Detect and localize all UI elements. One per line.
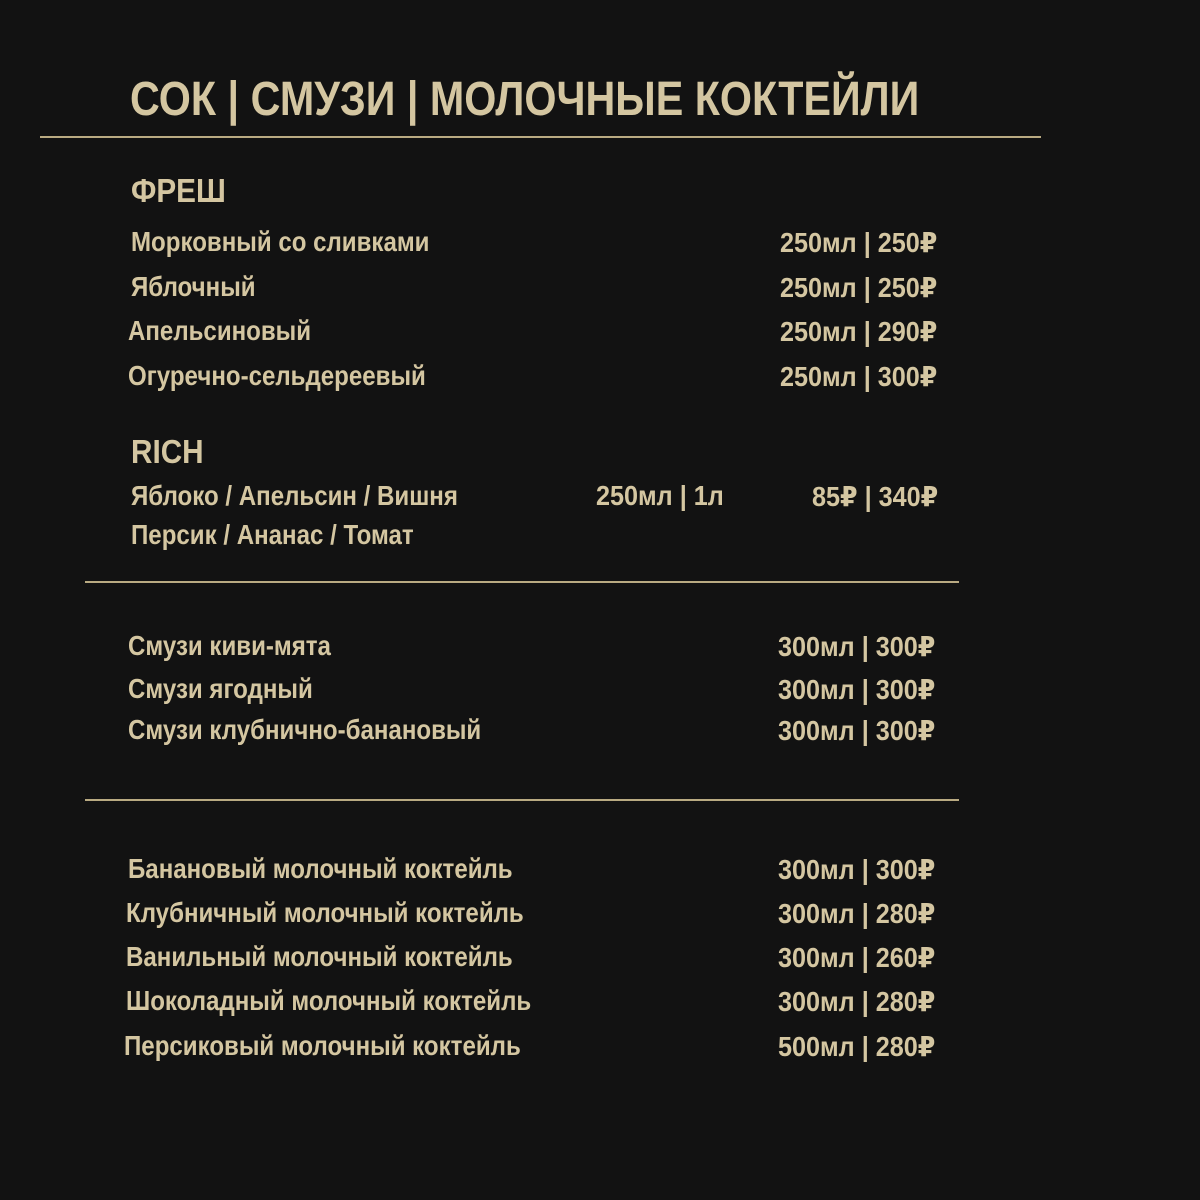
menu-item-price: 500мл | 280₽	[778, 1031, 936, 1062]
menu-item-name: Смузи киви-мята	[128, 630, 331, 661]
menu-item-name: Яблочный	[131, 271, 256, 302]
title-divider	[40, 136, 1041, 138]
menu-item-name: Морковный со сливками	[131, 226, 430, 257]
menu-item-price: 250мл | 250₽	[780, 272, 938, 303]
menu-item-name: Смузи ягодный	[128, 673, 313, 704]
menu-item-name: Банановый молочный коктейль	[128, 853, 513, 884]
menu-item-price: 300мл | 300₽	[778, 674, 936, 705]
menu-item-name: Персиковый молочный коктейль	[124, 1030, 521, 1061]
rich-volume: 250мл | 1л	[596, 480, 724, 511]
menu-item-name: Клубничный молочный коктейль	[126, 897, 524, 928]
rich-heading: RICH	[131, 433, 204, 470]
menu-item-name: Огуречно-сельдереевый	[128, 360, 426, 391]
rich-price: 85₽ | 340₽	[812, 481, 939, 512]
menu-item-price: 300мл | 280₽	[778, 986, 936, 1017]
menu-item-price: 250мл | 250₽	[780, 227, 938, 258]
menu-item-name: Ванильный молочный коктейль	[126, 941, 513, 972]
menu-item-price: 300мл | 300₽	[778, 631, 936, 662]
menu-item-name: Смузи клубнично-банановый	[128, 714, 482, 745]
fresh-heading: ФРЕШ	[131, 172, 226, 209]
section-divider-smoothies	[85, 581, 959, 583]
menu-item-name: Апельсиновый	[128, 315, 312, 346]
section-divider-milkshakes	[85, 799, 959, 801]
menu-item-price: 300мл | 280₽	[778, 898, 936, 929]
menu-item-name: Шоколадный молочный коктейль	[126, 985, 532, 1016]
menu-title: СОК | СМУЗИ | МОЛОЧНЫЕ КОКТЕЙЛИ	[130, 73, 920, 126]
menu-item-price: 300мл | 300₽	[778, 854, 936, 885]
rich-flavors-line-1: Яблоко / Апельсин / Вишня	[131, 480, 458, 511]
rich-flavors-line-2: Персик / Ананас / Томат	[131, 519, 414, 550]
menu-item-price: 300мл | 300₽	[778, 715, 936, 746]
menu-item-price: 250мл | 290₽	[780, 316, 938, 347]
menu-item-price: 250мл | 300₽	[780, 361, 938, 392]
menu-item-price: 300мл | 260₽	[778, 942, 936, 973]
